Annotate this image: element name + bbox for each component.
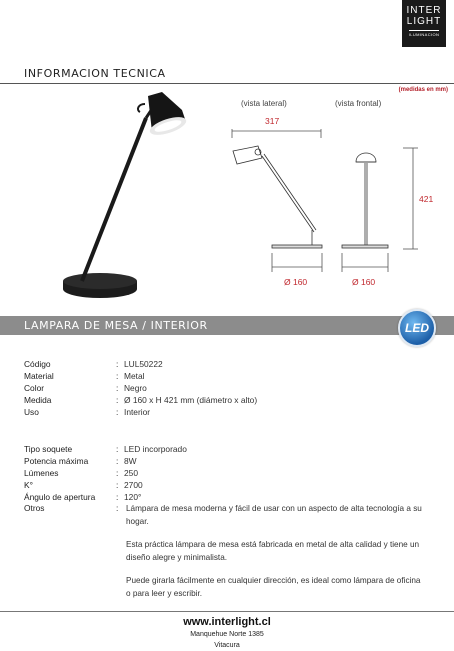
- product-category-band: [0, 316, 454, 335]
- measure-note: (medidas en mm): [398, 87, 448, 93]
- spec-value: 8W: [124, 456, 137, 466]
- section-title: INFORMACION TECNICA: [24, 67, 166, 80]
- description-paragraph: Puede girarla fácilmente en cualquier dirección, es ideal como lámpara de oficina o para leer y escribir.: [126, 576, 421, 598]
- spec-key: Potencia máxima: [24, 456, 89, 466]
- spec-value: Negro: [124, 383, 147, 393]
- lateral-view-drawing: [232, 129, 322, 272]
- spec-separator: :: [116, 468, 119, 478]
- otros-key: Otros: [24, 503, 45, 513]
- description-paragraph: Esta práctica lámpara de mesa está fabricada en metal de alta calidad y tiene un diseño alegre y minimalista.: [126, 540, 420, 562]
- logo-line-3: ILUMINACION: [408, 32, 440, 37]
- spec-key: Color: [24, 383, 45, 393]
- spec-row: [24, 406, 424, 418]
- product-category-title: LAMPARA DE MESA / INTERIOR: [24, 319, 208, 332]
- spec-key: Código: [24, 359, 51, 369]
- spec-row: [24, 455, 424, 467]
- otros-separator: :: [116, 503, 119, 513]
- base-diameter-frontal: Ø 160: [352, 277, 376, 287]
- spec-row: [24, 467, 424, 479]
- footer-city: Vitacura: [214, 642, 240, 649]
- spec-key: Material: [24, 371, 54, 381]
- description-paragraph: Lámpara de mesa moderna y fácil de usar con un aspecto de alta tecnología a su hogar.: [126, 504, 422, 526]
- footer-divider: [0, 611, 454, 612]
- frontal-view-drawing: [342, 148, 418, 272]
- spec-separator: :: [116, 395, 119, 405]
- spec-value: 250: [124, 468, 138, 478]
- specs-group-2: [24, 443, 424, 503]
- base-diameter-lateral: Ø 160: [284, 277, 308, 287]
- spec-key: K°: [24, 480, 33, 490]
- technical-drawing: [0, 0, 454, 300]
- spec-separator: :: [116, 444, 119, 454]
- specs-group-1: [24, 358, 424, 418]
- footer-address: Manquehue Norte 1385: [190, 631, 264, 638]
- footer-website-link[interactable]: www.interlight.cl: [183, 616, 271, 628]
- spec-separator: :: [116, 359, 119, 369]
- spec-separator: :: [116, 407, 119, 417]
- spec-key: Ángulo de apertura: [24, 492, 96, 502]
- spec-separator: :: [116, 371, 119, 381]
- spec-row: [24, 443, 424, 455]
- spec-value: 120°: [124, 492, 142, 502]
- frontal-view-label: (vista frontal): [335, 99, 382, 108]
- spec-key: Uso: [24, 407, 39, 417]
- spec-value: Interior: [124, 407, 151, 417]
- spec-separator: :: [116, 480, 119, 490]
- led-badge-label: LED: [405, 321, 429, 335]
- spec-value: Metal: [124, 371, 145, 381]
- spec-value: LUL50222: [124, 359, 163, 369]
- otros-description: [126, 503, 426, 611]
- spec-key: Tipo soquete: [24, 444, 73, 454]
- spec-row: [24, 491, 424, 503]
- spec-row: [24, 394, 424, 406]
- spec-value: LED incorporado: [124, 444, 187, 454]
- spec-row: [24, 370, 424, 382]
- height-dimension: 421: [419, 194, 434, 204]
- spec-key: Medida: [24, 395, 52, 405]
- spec-row: [24, 382, 424, 394]
- spec-separator: :: [116, 383, 119, 393]
- spec-key: Lúmenes: [24, 468, 59, 478]
- spec-value: 2700: [124, 480, 143, 490]
- lamp-photo: [63, 92, 188, 298]
- logo-line-1: INTER: [406, 5, 442, 16]
- width-dimension: 317: [265, 116, 280, 126]
- spec-separator: :: [116, 492, 119, 502]
- spec-value: Ø 160 x H 421 mm (diámetro x alto): [124, 395, 258, 405]
- spec-row: [24, 479, 424, 491]
- led-badge-icon: [398, 309, 436, 347]
- spec-separator: :: [116, 456, 119, 466]
- spec-row: [24, 358, 424, 370]
- lateral-view-label: (vista lateral): [241, 99, 287, 108]
- logo-line-2: LIGHT: [406, 16, 442, 27]
